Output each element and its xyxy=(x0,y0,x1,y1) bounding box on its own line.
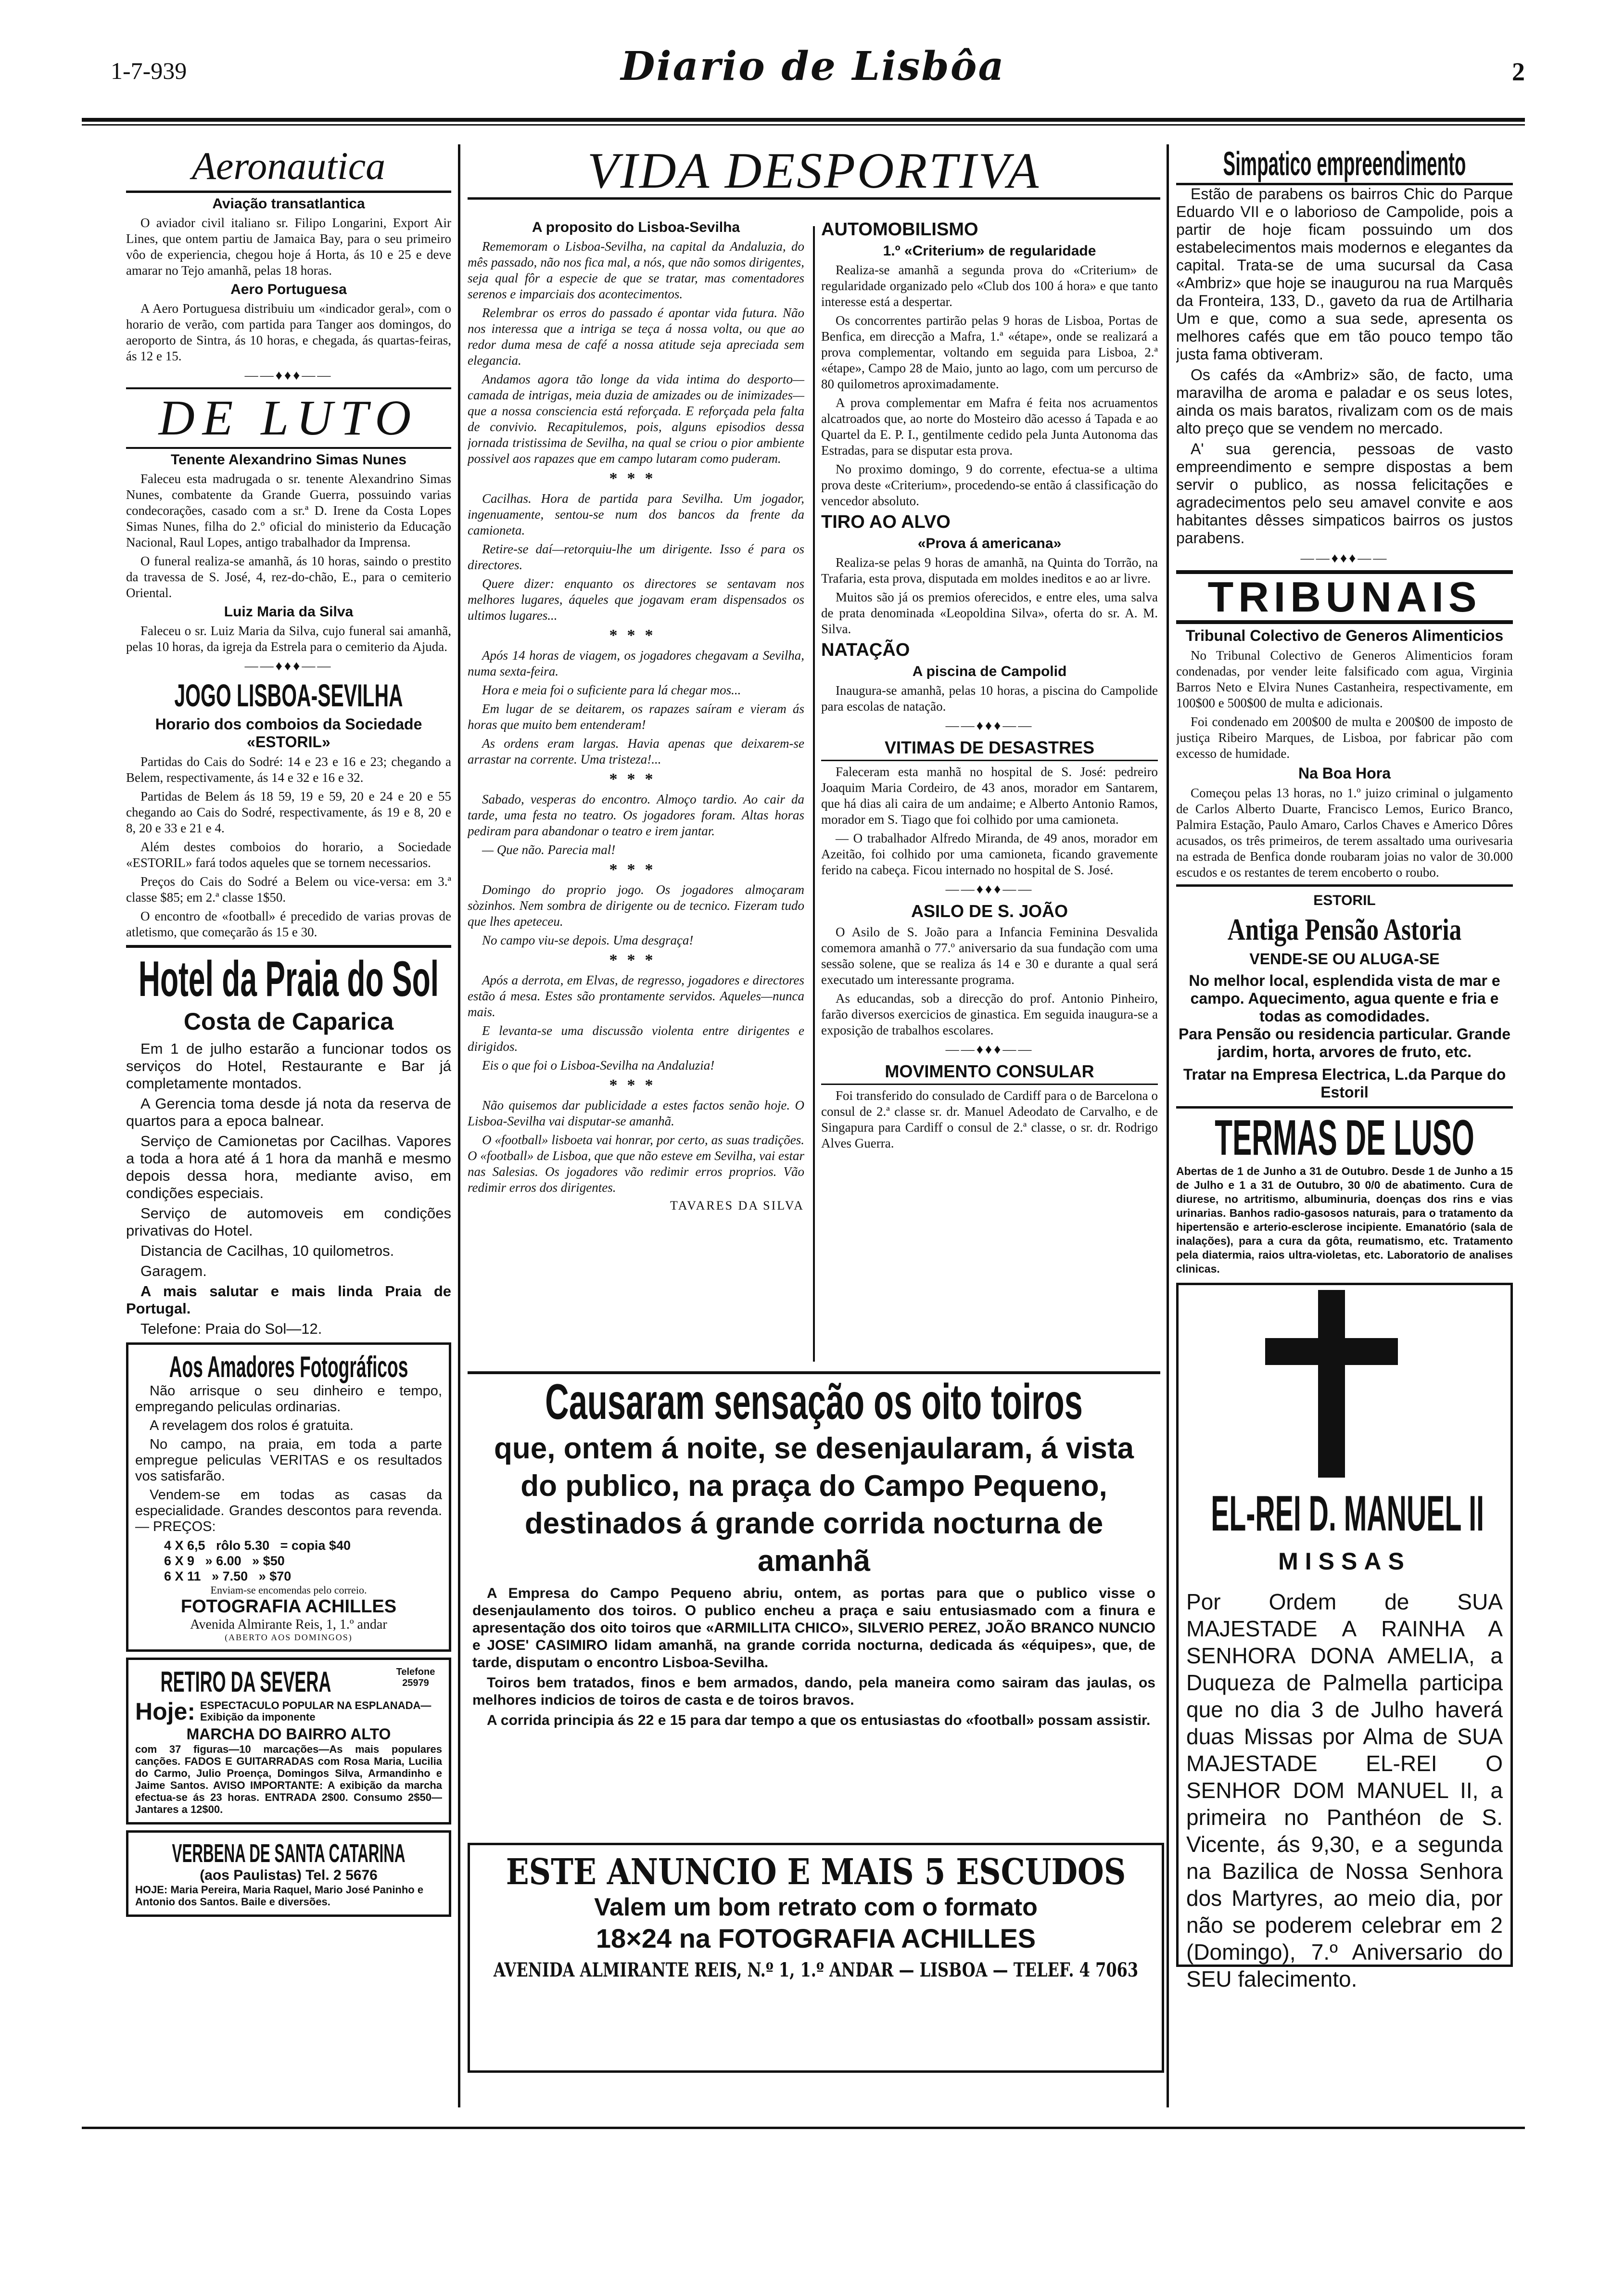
severa-paragraph: com 37 figuras—10 marcações—As mais populares canções. FADOS E GUITARRADAS com Rosa Maria, Lucilia do Carmo, Julio Proença, Domingos Silva, Armandinho e Jaime Santos. AVISO IMPORTANTE: A exibição da marcha efectua-se ás 23 horas. ENTRADA 2$00. Consumo 2$50—Jantares a 12$00. xyxy=(135,1743,442,1815)
tiro-paragraph: Muitos são já os premios oferecidos, e entre eles, uma salva de prata denominada «Leopoldina Silva», oferta do sr. A. M. Silva. xyxy=(821,590,1158,636)
severa-title: RETIRO DA SEVERA xyxy=(160,1666,331,1698)
hotel-paragraph: Serviço de automoveis em condições privativas do Hotel. xyxy=(126,1205,451,1239)
severa-phone: Telefone 25979 xyxy=(396,1667,435,1688)
aero-portuguesa-subtitle: Aero Portuguesa xyxy=(230,281,347,297)
hotel-subtitle: Costa de Caparica xyxy=(183,1008,394,1035)
simpatico-paragraph: A' sua gerencia, pessoas de vasto empreendimento e sempre dispostas a bem servir o publico, as nossa felicitações e agradecimentos pelo seu amavel convite e aos habitantes dêsses simpaticos bairros os justos parabens. xyxy=(1176,440,1513,547)
luso-title: TERMAS DE LUSO xyxy=(1215,1110,1474,1166)
amadores-paragraph: Não arrisque o seu dinheiro e tempo, empregando peliculas ordinarias. xyxy=(135,1383,442,1415)
hotel-paragraph: Telefone: Praia do Sol—12. xyxy=(140,1320,322,1337)
vida-subtitle: A proposito do Lisboa-Sevilha xyxy=(532,219,740,235)
vitimas-title: VITIMAS DE DESASTRES xyxy=(821,738,1158,761)
anuncio-headline: ESTE ANUNCIO E MAIS 5 ESCUDOS xyxy=(506,1851,1126,1893)
aeronautica-paragraph: O aviador civil italiano sr. Filipo Longarini, Export Air Lines, que ontem partiu de Jamaica Bay, para o seu primeiro vôo de experiencia, chegou hoje á Horta, ás 10 e 25 e deve amarar no Tejo amanhã, pelas 18 horas. xyxy=(126,216,451,278)
ornament-divider: ——♦♦♦—— xyxy=(945,1042,1034,1057)
severa-hoje: Hoje: xyxy=(135,1698,195,1725)
consular-paragraph: Foi transferido do consulado de Cardiff para o de Barcelona o consul de 2.ª classe sr. dr. Manuel Adeodato de Carvalho, e de Singapura para Cardiff o consul de 2.ª classe, o sr. dr. Rodrigo Alves Guerra. xyxy=(821,1088,1158,1150)
simpatico-paragraph: Os cafés da «Ambriz» são, de facto, uma maravilha de aroma e paladar e os seus lotes, ainda os mais baratos, rivalizam com os de mais alto preço que se vendem no mercado. xyxy=(1176,366,1513,437)
hotel-paragraph: Serviço de Camionetas por Cacilhas. Vapores a toda a hora até á 1 hora da manhã e mesmo depois dessa hora, mediante aviso, em condições especiais. xyxy=(126,1133,451,1201)
vida-paragraph: No campo viu-se depois. Uma desgraça! xyxy=(482,933,694,947)
right-column xyxy=(1176,144,1513,2107)
verbena-subtitle: (aos Paulistas) Tel. 2 5676 xyxy=(200,1867,378,1883)
natacao-subtitle: A piscina de Campolid xyxy=(912,664,1067,679)
separator-stars: *** xyxy=(609,951,663,969)
amadores-firm: FOTOGRAFIA ACHILLES xyxy=(180,1596,397,1617)
vida-paragraph: Quere dizer: enquanto os directores se sentavam nos melhores lugares, áqueles que jogavam eram dispensados os ultimos lugares... xyxy=(468,576,804,623)
auto-paragraph: A prova complementar em Mafra é feita nos acruamentos alcatroados que, ao norte do Mosteiro dão acesso á Tapada e ao Quartel da E. P. I., gentilmente cedido pela Junta Autonoma das Estradas, para se disputar esta prova. xyxy=(821,396,1158,458)
astoria-title: Antiga Pensão Astoria xyxy=(1227,912,1462,946)
aero-portuguesa-paragraph: A Aero Portuguesa distribuiu um «indicador geral», com o horario de verão, com partida para Tanger aos domingos, do aeroporto de Sintra, ás 10 horas, e chegada, ás quartas-feiras, ás 12 e 15. xyxy=(126,301,451,363)
jogo-paragraph: Além destes comboios do horario, a Sociedade «ESTORIL» fará todos aqueles que se tornem necessarios. xyxy=(126,840,451,870)
tiro-paragraph: Realiza-se pelas 9 horas de amanhã, na Quinta do Torrão, na Trafaria, esta prova, disputada em moldes ineditos e ao ar livre. xyxy=(821,555,1158,586)
vida-desportiva-title: VIDA DESPORTIVA xyxy=(468,144,1160,200)
boa-hora-subtitle: Na Boa Hora xyxy=(1298,765,1391,782)
vida-signature: TAVARES DA SILVA xyxy=(670,1199,804,1212)
ornament-divider: ——♦♦♦—— xyxy=(1300,551,1389,566)
toiros-headline: Causaram sensação os oito toiros xyxy=(545,1374,1083,1430)
masthead xyxy=(82,43,1544,115)
vida-paragraph: Rememoram o Lisboa-Sevilha, na capital da Andaluzia, do mês passado, não nos fica mal, a nós, que não somos dirigentes, seja qual fôr a especie de que se tratar, mas comentadores serenos e imparciais dos acontecimentos. xyxy=(468,239,804,301)
middle-column xyxy=(468,144,1160,1371)
asilo-title: ASILO DE S. JOÃO xyxy=(911,901,1068,921)
separator-stars: *** xyxy=(609,770,663,788)
amadores-title: Aos Amadores Fotográficos xyxy=(169,1351,408,1384)
jogo-paragraph: Partidas do Cais do Sodré: 14 e 23 e 16 e 23; chegando a Belem, respectivamente, ás 14 e 32 e 16 e 32. xyxy=(126,754,451,785)
amadores-address: Avenida Almirante Reis, 1, 1.º andar xyxy=(190,1617,387,1632)
luto-title: DE LUTO xyxy=(126,387,451,449)
manuel-subtitle: MISSAS xyxy=(1278,1548,1411,1575)
column-divider xyxy=(1167,144,1169,2107)
luto-paragraph: Faleceu esta madrugada o sr. tenente Alexandrino Simas Nunes, combatente da Grande Guerra, possuindo varias condecorações, casado com a sr.ª D. Irene da Costa Lopes Simas Nunes, filha do 2.º oficial do ministerio da Educação Nacional, Raul Lopes, antigo trabalhador da Imprensa. xyxy=(126,472,451,549)
aeronautica-subtitle: Aviação transatlantica xyxy=(212,196,365,212)
price-row: 4 X 6,5 rôlo 5.30 = copia $40 xyxy=(164,1538,351,1553)
astoria-subtitle: VENDE-SE OU ALUGA-SE xyxy=(1249,950,1440,968)
ornament-divider: ——♦♦♦—— xyxy=(945,882,1034,897)
section-rule xyxy=(126,945,451,948)
newspaper-title: Diario de Lisbôa xyxy=(621,43,1005,89)
vida-paragraph: Em lugar de se deitarem, os rapazes saíram e vieram ás horas que muito bem entenderam! xyxy=(468,702,804,732)
vida-paragraph: O «football» lisboeta vai honrar, por certo, as suas tradições. O «football» de Lisboa, que que não esteve em Sevilha, vai estar nas Salesias. Os jogadores vão redimir erros proprios. Vão redimir erros dos dirigentes. xyxy=(468,1133,804,1195)
astoria-ad xyxy=(1176,884,1513,1101)
masthead-rule xyxy=(82,118,1525,122)
astoria-location: ESTORIL xyxy=(1313,893,1376,908)
jogo-paragraph: O encontro de «football» é precedido de varias provas de atletismo, que começarão ás 15 e 30. xyxy=(126,909,451,939)
manuel-ad xyxy=(1176,1283,1513,1991)
verbena-ad xyxy=(126,1830,451,1917)
column-divider xyxy=(458,144,460,2107)
tiro-subtitle: «Prova á americana» xyxy=(917,536,1062,551)
vitimas-paragraph: Faleceram esta manhã no hospital de S. José: pedreiro Joaquim Maria Cordeiro, de 43 anos, morador em Santarem, que há dias ali caira de um andaime; e Alberto Antonio Ramos, morador em S. Tiago que foi colhido por uma camioneta. xyxy=(821,765,1158,827)
toiros-subheadline: que, ontem á noite, se desenjaularam, á vista do publico, na praça do Campo Pequeno, destinados á grande corrida nocturna de amanhã xyxy=(494,1432,1134,1578)
natacao-title: NATAÇÃO xyxy=(821,640,910,660)
aeronautica-title: Aeronautica xyxy=(126,144,451,193)
tribunais-paragraph: No Tribunal Colectivo de Generos Alimenticios foram condenadas, por vender leite falsificado com agua, Virginia Barros Neto e Elvira Nunes Castanheira, respectivamente, em 100$00 e 500$00 de multa e adicionais. xyxy=(1176,648,1513,710)
tribunais-paragraph: Começou pelas 13 horas, no 1.º juizo criminal o julgamento de Carlos Alberto Duarte, Francisco Lemos, Eurico Branco, Palmira Estação, Paulo Amaro, Carlos Chaves e Americo Dôres acusados, os três primeiros, de terem assaltado uma ourivesaria na estrada de Benfica donde roubaram joias no valor de 30.000 escudos e os restantes de terem encoberto o roubo. xyxy=(1176,786,1513,880)
severa-marcha: MARCHA DO BAIRRO ALTO xyxy=(186,1725,391,1743)
luso-ad xyxy=(1176,1106,1513,1276)
toiros-story xyxy=(468,1371,1160,1836)
toiros-paragraph: A Empresa do Campo Pequeno abriu, ontem, as portas para que o publico visse o desenjaulamento dos toiros. O publico encheu a praça e saiu entusiasmado com a finura e apresentação dos oito toiros que «ARMILLITA CHICO», SILVERIO PEREZ, JOÃO BRANCO NUNCIO e JOSE' CASIMIRO lidam amanhã, na grande corrida nocturna, dedicada ás «équipes», que, de tarde, disputam o encontro Lisboa-Sevilha. xyxy=(472,1585,1155,1671)
severa-line: ESPECTACULO POPULAR NA ESPLANADA—Exibição da imponente xyxy=(200,1699,431,1723)
amadores-ad xyxy=(126,1342,451,1652)
auto-paragraph: No proximo domingo, 9 do corrente, efectua-se a ultima prova deste «Criterium», procedendo-se então á classificação do vencedor absoluto. xyxy=(821,462,1158,508)
toiros-paragraph: A corrida principia ás 22 e 15 para dar tempo a que os entusiastas do «football» possam assistir. xyxy=(487,1712,1151,1728)
toiros-paragraph: Toiros bem tratados, finos e bem armados, dando, pela maneira como sairam das jaulas, os melhores indicios de toiros de casta e de toiros bravos. xyxy=(472,1675,1155,1708)
vida-subcolumn xyxy=(468,217,804,1213)
vida-paragraph: E levanta-se uma discussão violenta entre dirigentes e dirigidos. xyxy=(468,1023,804,1054)
price-table xyxy=(135,1538,442,1584)
anuncio-line: Valem um bom retrato com o formato xyxy=(594,1893,1038,1921)
luto-paragraph: Faleceu o sr. Luiz Maria da Silva, cujo funeral sai amanhã, pelas 10 horas, da igreja da Estrela para o cemiterio da Ajuda. xyxy=(126,624,451,654)
hotel-paragraph: A mais salutar e mais linda Praia de Portugal. xyxy=(126,1283,451,1317)
vida-paragraph: Hora e meia foi o suficiente para lá chegar mos... xyxy=(482,683,741,697)
astoria-paragraph: No melhor local, esplendida vista de mar e campo. Aquecimento, agua quente e fria e todas as comodidades. xyxy=(1189,972,1500,1025)
masthead-rule-thin xyxy=(82,124,1525,126)
vida-paragraph: — Que não. Parecia mal! xyxy=(482,842,616,857)
luto-subtitle: Luiz Maria da Silva xyxy=(224,604,354,620)
amadores-paragraph: No campo, na praia, em toda a parte empregue peliculas VERITAS e os resultados vos satisfarão. xyxy=(135,1437,442,1484)
separator-stars: *** xyxy=(609,626,663,644)
luto-subtitle: Tenente Alexandrino Simas Nunes xyxy=(170,452,407,468)
page-bottom-rule xyxy=(82,2127,1525,2129)
separator-stars: *** xyxy=(609,861,663,879)
issue-date: 1-7-939 xyxy=(111,57,187,84)
asilo-paragraph: O Asilo de S. João para a Infancia Feminina Desvalida comemora amanhã o 77.º aniversario da sua fundação com uma sessão solene, que se realiza ás 14 e 30 e durante a qual será executado um interessante programa. xyxy=(821,925,1158,987)
vida-paragraph: Não quisemos dar publicidade a estes factos senão hoje. O Lisboa-Sevilha vai disputar-se amanhã. xyxy=(468,1098,804,1128)
severa-ad xyxy=(126,1658,451,1825)
amadores-hours: (ABERTO AOS DOMINGOS) xyxy=(225,1633,353,1642)
page-number: 2 xyxy=(1512,57,1525,86)
cross-icon-arm xyxy=(1265,1338,1398,1365)
asilo-paragraph: As educandas, sob a direcção do prof. Antonio Pinheiro, farão diversos exercicios de ginastica. Em seguida inaugura-se a exposição de trabalhos escolares. xyxy=(821,991,1158,1037)
jogo-paragraph: Partidas de Belem ás 18 59, 19 e 59, 20 e 24 e 20 e 55 chegando ao Cais do Sodré, respectivamente, ás 19 e 8, 20 e 8, 20 e 33 e 21 e 4. xyxy=(126,789,451,835)
vitimas-paragraph: — O trabalhador Alfredo Miranda, de 49 anos, morador em Azeitão, foi colhido por uma camioneta, ficando gravemente ferido na cabeça. Ficou internado no hospital de S. José. xyxy=(821,831,1158,877)
vida-paragraph: As ordens eram largas. Havia apenas que deixarem-se arrastar na corrente. Uma tristeza!... xyxy=(468,736,804,766)
price-row: 6 X 9 » 6.00 » $50 xyxy=(164,1554,285,1568)
hotel-paragraph: A Gerencia toma desde já nota da reserva de quartos para a epoca balnear. xyxy=(126,1095,451,1129)
separator-stars: *** xyxy=(609,1076,663,1094)
verbena-title: VERBENA DE SANTA CATARINA xyxy=(172,1839,406,1868)
hotel-paragraph: Em 1 de julho estarão a funcionar todos os serviços do Hotel, Restaurante e Bar já completamente montados. xyxy=(126,1040,451,1092)
vida-paragraph: Sabado, vesperas do encontro. Almoço tardio. Ao cair da tarde, uma festa no teatro. Os jogadores foram. Altas horas pediram para abandonar o teatro e irem jantar. xyxy=(468,792,804,838)
natacao-paragraph: Inaugura-se amanhã, pelas 10 horas, a piscina do Campolide para escolas de natação. xyxy=(821,683,1158,714)
price-row: 6 X 11 » 7.50 » $70 xyxy=(164,1569,292,1583)
simpatico-paragraph: Estão de parabens os bairros Chic do Parque Eduardo VII e o laborioso de Campolide, pois a partir de hoje ficam possuindo um dos estabelecimentos mais modernos e elegantes da capital. Trata-se de uma sucursal da Casa «Ambriz» que hoje se inaugurou na rua Marquês da Fronteira, 133, D., gaveto da rua de Artilharia Um e que, como a sua sede, apresenta os melhores cafés que em tão pouco tempo tão justa fama obtiveram. xyxy=(1176,185,1513,363)
auto-paragraph: Os concorrentes partirão pelas 9 horas de Lisboa, Portas de Benfica, em direcção a Mafra, 1.ª «étape», onde se realizará a prova complementar, voltando em seguida para Lisboa, 2.ª «étape», Campo 28 de Maio, junto ao lago, com um percurso de 80 quilometros aproximadamente. xyxy=(821,313,1158,391)
vida-paragraph: Eis o que foi o Lisboa-Sevilha na Andaluzia! xyxy=(482,1058,715,1072)
luso-paragraph: Abertas de 1 de Junho a 31 de Outubro. Desde 1 de Junho a 15 de Julho e 1 a 31 de Outubro, 30 0/0 de abatimento. Cura de diurese, no artritismo, albuminuria, doenças dos rins e vias urinarias. Banhos radio-gasosos naturais, para o tratamento da hipertensão e arterio-esclerose incipiente. Emanatório (sala de inalações), para a cura da gôta, reumatismo, etc. Tratamento pela diatermia, raios ultra-violetas, etc. Laboratorio de analises clinicas. xyxy=(1176,1165,1513,1275)
vida-paragraph: Após 14 horas de viagem, os jogadores chegavam a Sevilha, numa sexta-feira. xyxy=(468,648,804,678)
tiro-title: TIRO AO ALVO xyxy=(821,512,951,532)
separator-stars: *** xyxy=(609,470,663,487)
hotel-paragraph: Garagem. xyxy=(140,1263,207,1279)
vida-paragraph: Domingo do proprio jogo. Os jogadores almoçaram sòzinhos. Nem sombra de dirigente ou de tecnico. Fizeram tudo que lhes apeteceu. xyxy=(468,882,804,929)
jogo-paragraph: Preços do Cais do Sodré a Belem ou vice-versa: em 3.ª classe $85; em 2.ª classe 1$50. xyxy=(126,874,451,905)
astoria-paragraph: Para Pensão ou residencia particular. Grande jardim, horta, arvores de fruto, etc. xyxy=(1178,1025,1511,1060)
jogo-subtitle: Horario dos comboios da Sociedade «ESTORIL» xyxy=(155,715,422,751)
amadores-paragraph: Vendem-se em todas as casas da especialidade. Grandes descontos para revenda. — PREÇOS: xyxy=(135,1487,442,1534)
amadores-paragraph: A revelagem dos rolos é gratuita. xyxy=(150,1418,354,1433)
anuncio-line: 18×24 na FOTOGRAFIA ACHILLES xyxy=(596,1923,1036,1953)
anuncio-address: AVENIDA ALMIRANTE REIS, N.º 1, 1.º ANDAR — LISBOA — TELEF. 4 7063 xyxy=(493,1959,1139,1981)
auto-title: AUTOMOBILISMO xyxy=(821,219,978,240)
ornament-divider: ——♦♦♦—— xyxy=(244,368,333,383)
tribunais-title: TRIBUNAIS xyxy=(1176,570,1513,624)
left-column xyxy=(126,144,451,2117)
sports-subcolumn xyxy=(821,217,1158,1154)
vida-paragraph: Cacilhas. Hora de partida para Sevilha. Um jogador, ingenuamente, sentou-se num dos bancos da frente da camioneta. xyxy=(468,491,804,537)
ornament-divider: ——♦♦♦—— xyxy=(244,659,333,674)
tribunais-subtitle: Tribunal Colectivo de Generos Alimenticios xyxy=(1185,627,1504,644)
amadores-note: Enviam-se encomendas pelo correio. xyxy=(210,1584,367,1596)
hotel-paragraph: Distancia de Cacilhas, 10 quilometros. xyxy=(140,1242,394,1259)
vida-paragraph: Andamos agora tão longe da vida intima do desporto—camada de intrigas, meia duzia de amizades ou de inimizades—que a nossa consciencia está reforçada. E reforçada pela falta de convivio. Recapitulemos, pois, alguns episodios dessa jornada tristissima de Sevilha, na qual se criou o pior ambiente possivel aos rapazes que em campo lutaram como puderam. xyxy=(468,372,804,466)
achilles-ad xyxy=(468,1843,1164,2073)
manuel-paragraph: Por Ordem de SUA MAJESTADE A RAINHA A SENHORA DONA AMELIA, a Duqueza de Palmella participa que no dia 3 de Julho haverá duas Missas por Alma de SUA MAJESTADE EL-REI O SENHOR DOM MANUEL II, a primeira no Panthéon de S. Vicente, ás 9,30, e a segunda na Bazilica de Nossa Senhora dos Martyres, ao meio dia, por não se poderem celebrar em 2 (Domingo), 7.º Aniversario do SEU falecimento. xyxy=(1186,1589,1503,1991)
simpatico-body xyxy=(1176,185,1513,547)
tribunais-paragraph: Foi condenado em 200$00 de multa e 200$00 de imposto de justiça Ribeiro Marques, de Lisboa, por fabricar pão com excesso de humidade. xyxy=(1176,715,1513,761)
cross-icon xyxy=(1318,1290,1345,1478)
luto-paragraph: O funeral realiza-se amanhã, ás 10 horas, saindo o prestito da travessa de S. José, 4, rez-do-chão, E., para o cemiterio Oriental. xyxy=(126,554,451,600)
jogo-title: JOGO LISBOA-SEVILHA xyxy=(174,677,403,713)
consular-title: MOVIMENTO CONSULAR xyxy=(821,1061,1158,1085)
ornament-divider: ——♦♦♦—— xyxy=(945,718,1034,733)
auto-subtitle: 1.º «Criterium» de regularidade xyxy=(883,243,1096,259)
simpatico-title: Simpatico empreendimento xyxy=(1176,144,1513,185)
astoria-contact: Tratar na Empresa Electrica, L.da Parque do Estoril xyxy=(1183,1066,1506,1101)
auto-paragraph: Realiza-se amanhã a segunda prova do «Criterium» de regularidade organizado pelo «Club dos 100 á hora» e que tanto interesse está a despertar. xyxy=(821,263,1158,309)
verbena-paragraph: HOJE: Maria Pereira, Maria Raquel, Mario José Paninho e Antonio dos Santos. Baile e diversões. xyxy=(135,1884,424,1908)
manuel-title: EL-REI D. MANUEL II xyxy=(1211,1486,1484,1542)
vida-paragraph: Após a derrota, em Elvas, de regresso, jogadores e directores estão á mesa. Estes são prontamente servidos. Aqueles—nunca mais. xyxy=(468,973,804,1019)
hotel-body xyxy=(126,1040,451,1338)
vida-paragraph: Relembrar os erros do passado é apontar vida futura. Não nos interessa que a intriga se teça á nossa volta, ou que ao redor duma mesa de café a nossa atitude seja apreciada sem elegancia. xyxy=(468,306,804,368)
vida-paragraph: Retire-se daí—retorquiu-lhe um dirigente. Isso é para os directores. xyxy=(468,542,804,572)
hotel-title: Hotel da Praia do Sol xyxy=(138,951,439,1007)
